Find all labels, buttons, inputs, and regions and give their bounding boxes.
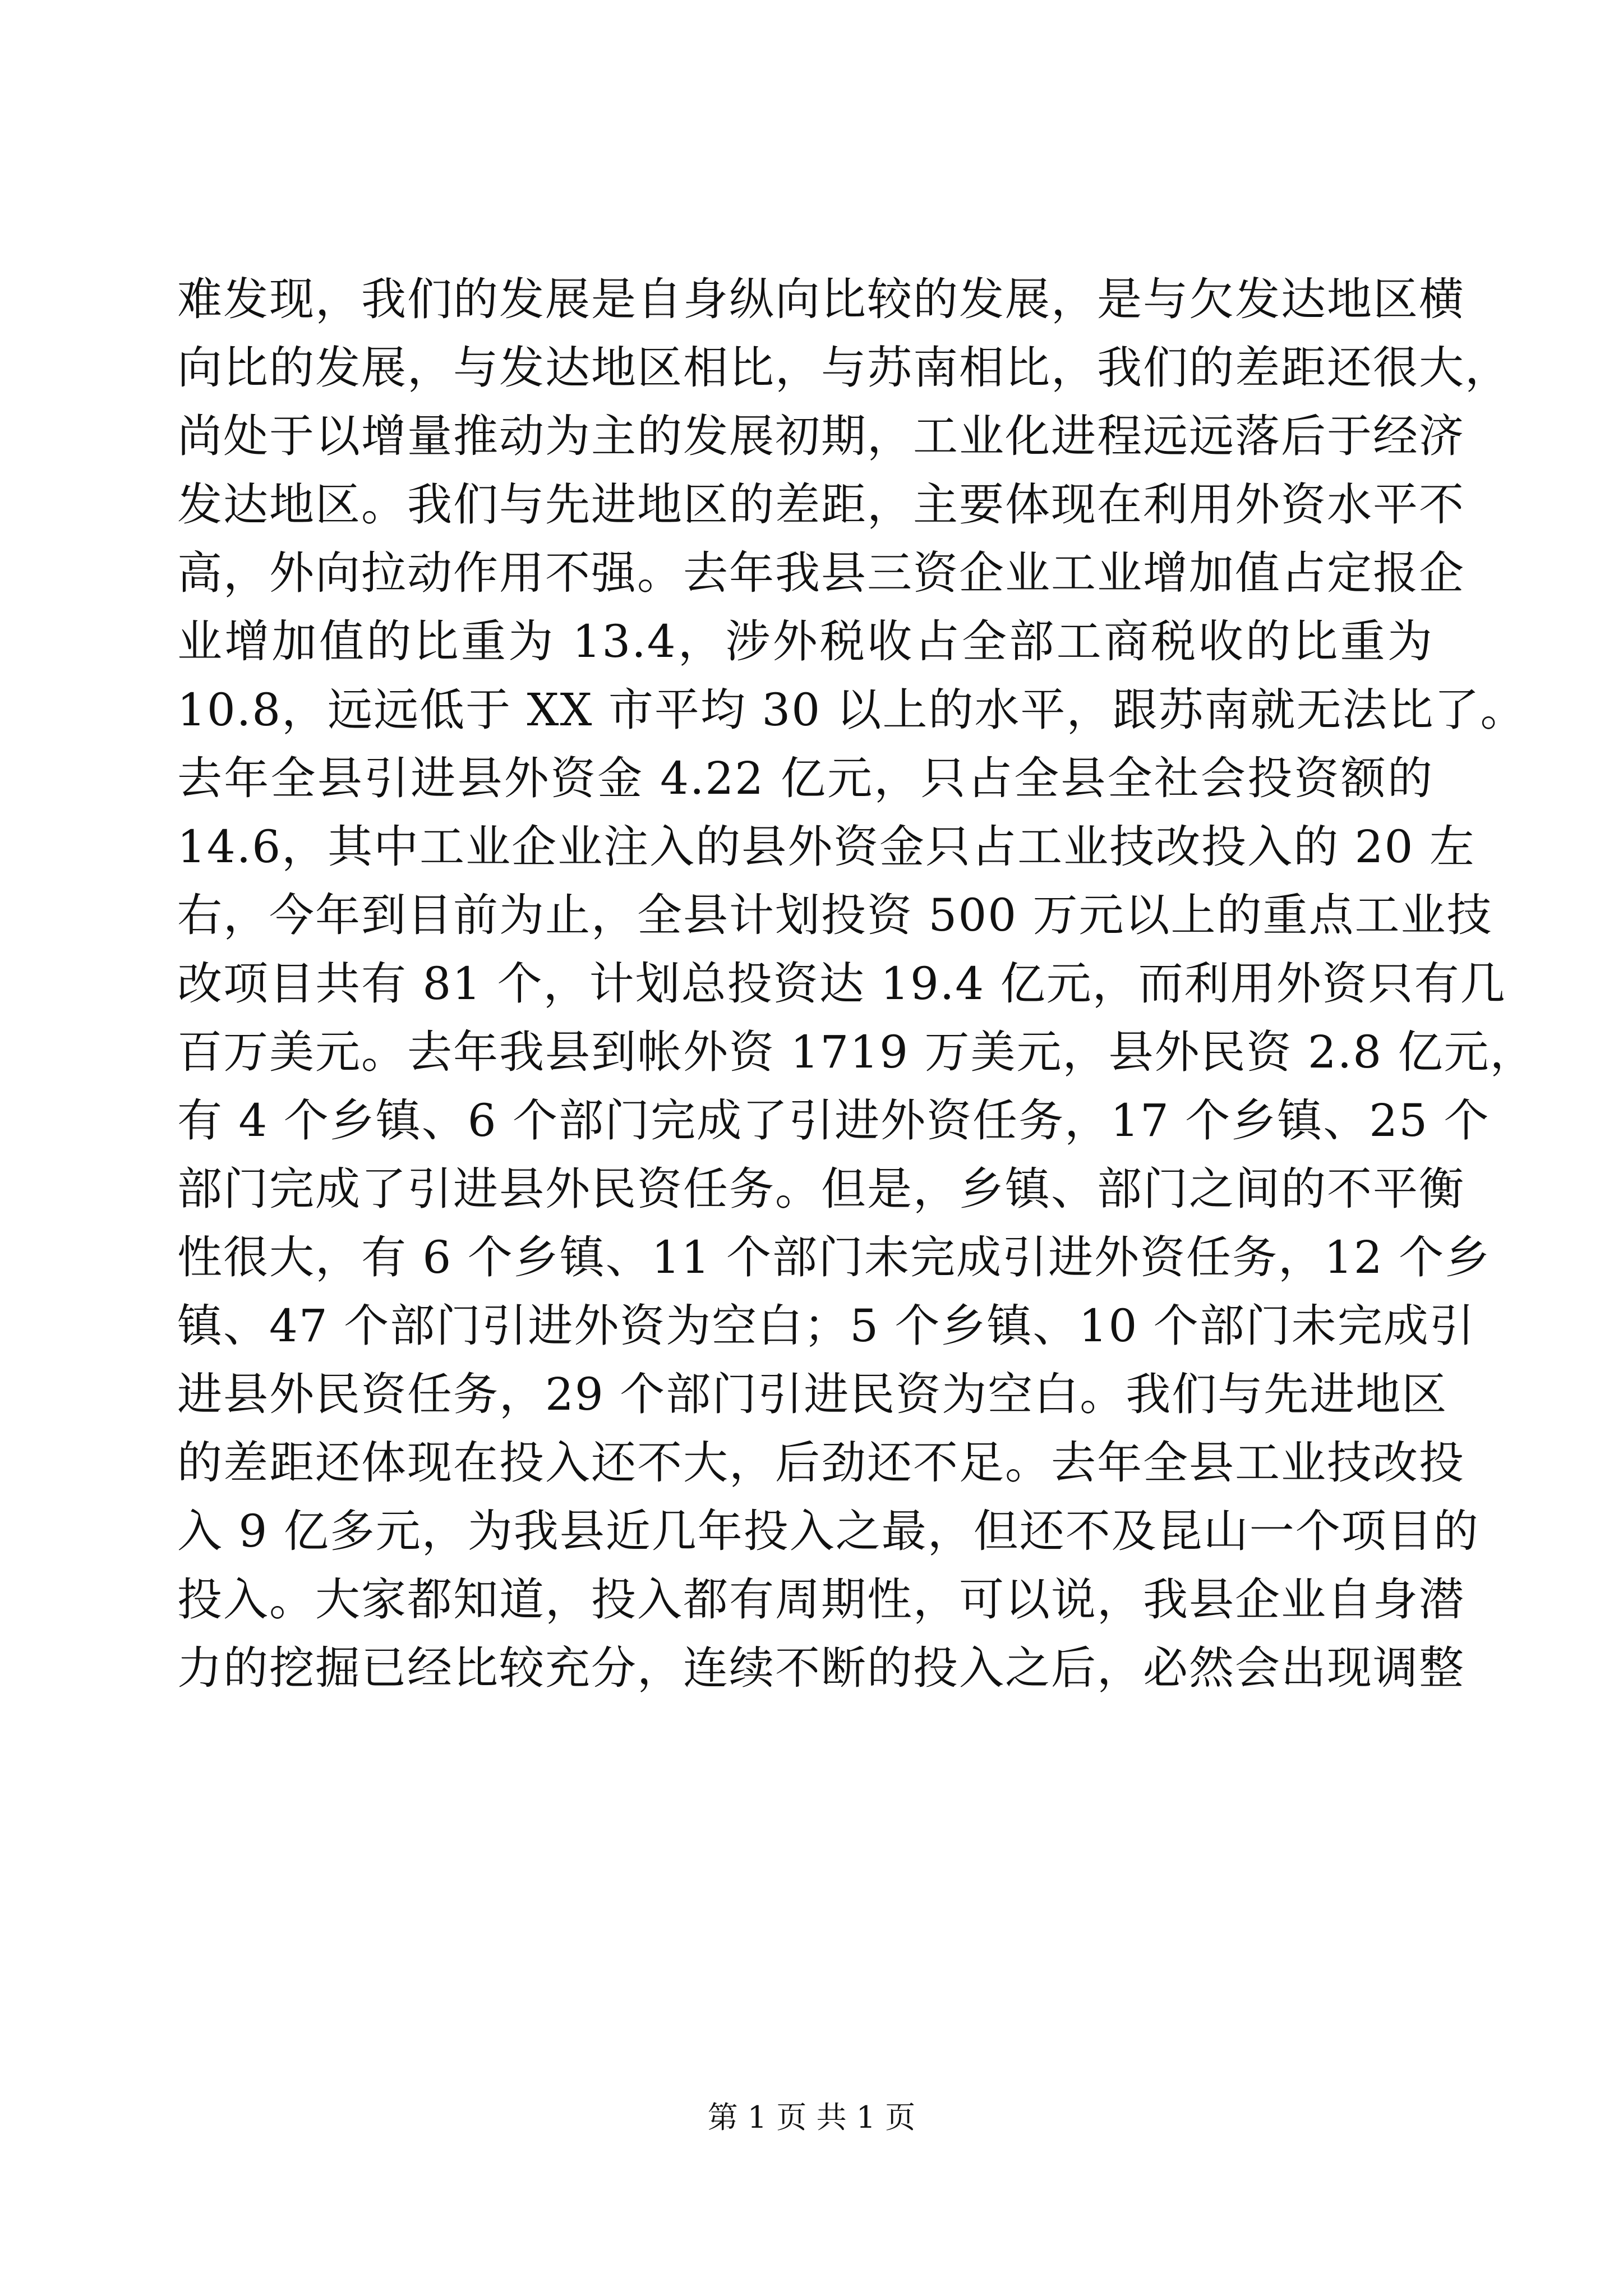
text-line: 有 4 个乡镇、6 个部门完成了引进外资任务，17 个乡镇、25 个: [177, 1094, 1490, 1147]
text-line: 难发现，我们的发展是自身纵向比较的发展，是与欠发达地区横: [177, 273, 1465, 325]
page-number-label: 第 1 页 共 1 页: [707, 2100, 916, 2135]
text-line: 去年全县引进县外资金 4.22 亿元，只占全县全社会投资额的: [177, 752, 1433, 804]
text-line: 发达地区。我们与先进地区的差距，主要体现在利用外资水平不: [177, 478, 1465, 531]
text-line: 部门完成了引进县外民资任务。但是，乡镇、部门之间的不平衡: [177, 1163, 1465, 1215]
text-line: 镇、47 个部门引进外资为空白；5 个乡镇、10 个部门未完成引: [177, 1300, 1476, 1352]
page-footer: [0, 2095, 1623, 2140]
text-line: 力的挖掘已经比较充分，连续不断的投入之后，必然会出现调整: [177, 1642, 1465, 1694]
text-line: 14.6，其中工业企业注入的县外资金只占工业技改投入的 20 左: [177, 821, 1476, 873]
text-line: 的差距还体现在投入还不大，后劲还不足。去年全县工业技改投: [177, 1437, 1465, 1489]
text-line: 进县外民资任务，29 个部门引进民资为空白。我们与先进地区: [177, 1368, 1448, 1420]
text-line: 右，今年到目前为止，全县计划投资 500 万元以上的重点工业技: [177, 889, 1493, 941]
text-line: 改项目共有 81 个，计划总投资达 19.4 亿元，而利用外资只有几: [177, 958, 1506, 1010]
text-line: 业增加值的比重为 13.4，涉外税收占全部工商税收的比重为: [177, 615, 1433, 668]
text-line: 入 9 亿多元，为我县近几年投入之最，但还不及昆山一个项目的: [177, 1505, 1479, 1557]
text-line: 投入。大家都知道，投入都有周期性，可以说，我县企业自身潜: [177, 1573, 1465, 1626]
text-line: 高，外向拉动作用不强。去年我县三资企业工业增加值占定报企: [177, 547, 1465, 599]
text-line: 10.8，远远低于 XX 市平均 30 以上的水平，跟苏南就无法比了。: [177, 684, 1527, 736]
body-paragraph: [177, 265, 1536, 1703]
text-line: 尚处于以增量推动为主的发展初期，工业化进程远远落后于经济: [177, 410, 1465, 462]
text-line: 性很大，有 6 个乡镇、11 个部门未完成引进外资任务，12 个乡: [177, 1231, 1491, 1283]
text-line: 向比的发展，与发达地区相比，与苏南相比，我们的差距还很大，: [177, 342, 1511, 394]
text-line: 百万美元。去年我县到帐外资 1719 万美元，县外民资 2.8 亿元，: [177, 1026, 1536, 1078]
